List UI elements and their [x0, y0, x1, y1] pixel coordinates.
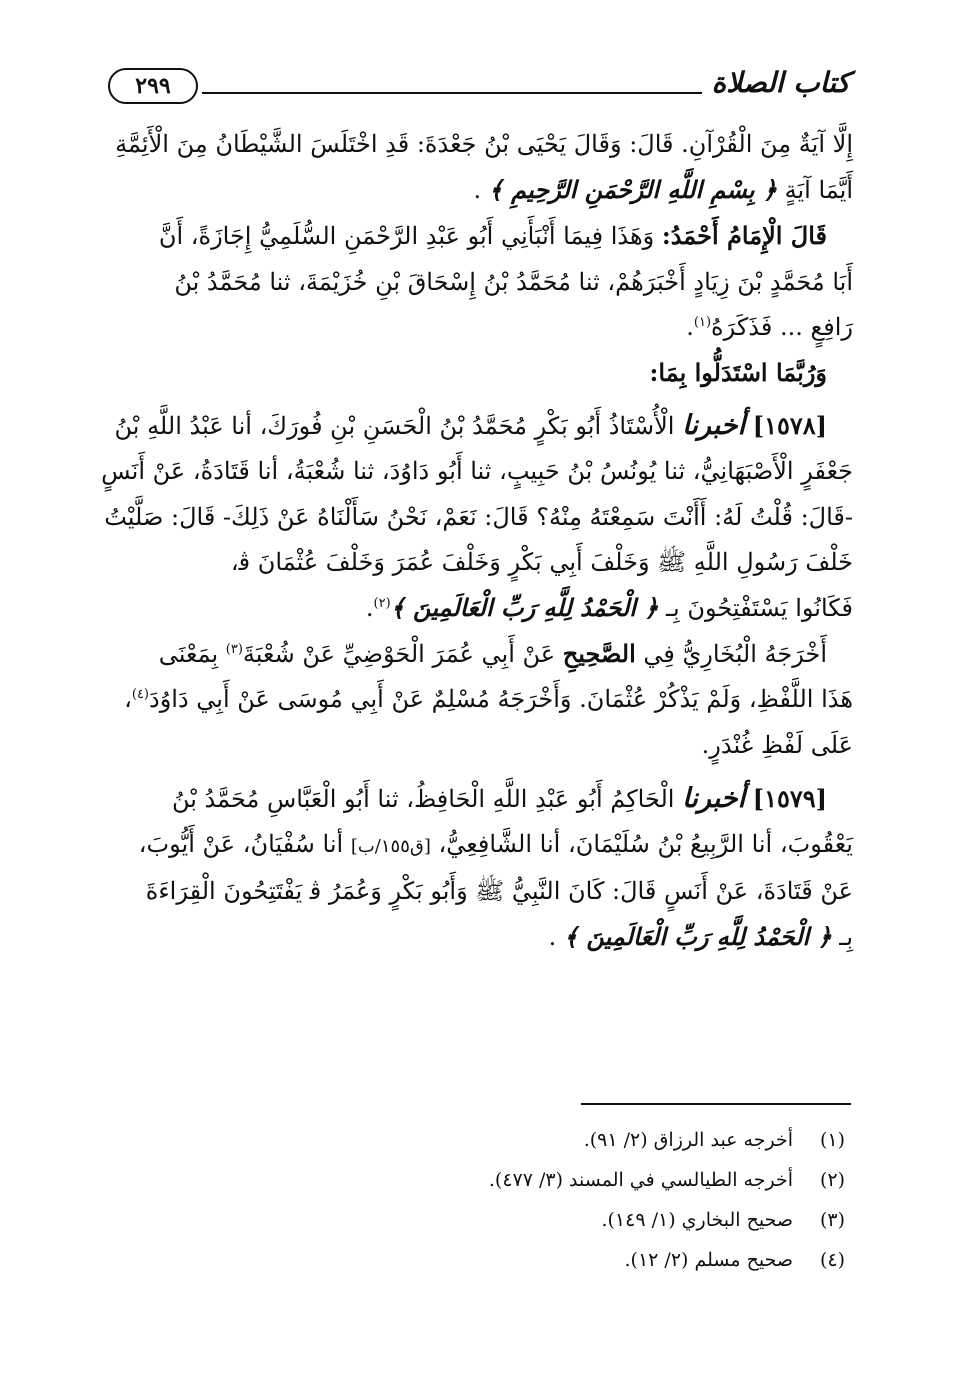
footnote-text: أخرجه الطيالسي في المسند (٣/ ٤٧٧). — [488, 1169, 793, 1191]
manuscript-marker: [ق١٥٥/ب] — [350, 836, 431, 858]
footnote-ref: (٣) — [225, 642, 243, 658]
text-line: فَكَانُوا يَسْتَفْتِحُونَ بِـ ﴿ الْحَمْدُ لِلَّهِ رَبِّ الْعَالَمِينَ ﴾$^{(٢)}$. — [365, 593, 853, 623]
quran-quote: ﴿ بِسْمِ اللَّهِ الرَّحْمَنِ الرَّحِيمِ ﴾ — [488, 175, 777, 205]
footnote-ref: (٤) — [131, 687, 149, 703]
footnote-number: (١) — [819, 1129, 845, 1151]
text-line: رَافِعٍ ... فَذَكَرَهُ$^{(١)}$. — [686, 312, 853, 341]
hadith-number: [١٥٧٩] — [752, 783, 827, 813]
footnote-number: (٢) — [819, 1169, 845, 1191]
footnote-item — [145, 1160, 845, 1200]
footnote-ref: (١) — [693, 314, 712, 330]
quran-quote: ﴿ الْحَمْدُ لِلَّهِ رَبِّ الْعَالَمِينَ ﴾ — [390, 593, 659, 623]
akhbarana-word: أخبرنا — [682, 782, 746, 814]
author-remark: قَالَ الْإِمَامُ أَحْمَدُ: — [661, 221, 827, 251]
page-number-badge — [108, 68, 198, 104]
text-line: أَيَّمَا آيَةٍ ﴿ بِسْمِ اللَّهِ الرَّحْمَنِ الرَّحِيمِ ﴾ . — [473, 175, 853, 205]
footnote-item — [145, 1120, 845, 1160]
footnotes — [145, 1120, 845, 1280]
akhbarana-word: أخبرنا — [682, 410, 746, 442]
footnote-number: (٣) — [819, 1209, 845, 1231]
text-line: عَلَى لَفْظِ غُنْدَرٍ. — [701, 730, 853, 759]
text-line: أَخْرَجَهُ الْبُخَارِيُّ فِي الصَّحِيحِ عَنْ أَبِي عُمَرَ الْحَوْضِيِّ عَنْ شُعْبَةَ$^{(٣)}$ بِمَعْنَى — [158, 639, 827, 669]
text-line: إِلَّا آيَةٌ مِنَ الْقُرْآنِ. قَالَ: وَقَالَ يَحْيَى بْنُ جَعْدَةَ: قَدِ اخْتَلَسَ الشَّيْطَانُ مِنَ الْأَئِمَّةِ — [115, 130, 853, 158]
running-title: كتاب الصلاة — [711, 66, 850, 99]
hadith-1579: [١٥٧٩] أخبرنا الْحَاكِمُ أَبُو عَبْدِ اللَّهِ الْحَافِظُ، ثنا أَبُو الْعَبَّاسِ مُحَمَّدُ بْنُ — [171, 782, 827, 814]
text-line: جَعْفَرٍ الْأَصْبَهَانِيُّ، ثنا يُونُسُ بْنُ حَبِيبٍ، ثنا أَبُو دَاوُدَ، ثنا شُعْبَةُ، أنا قَتَادَةُ، عَنْ أَنَسٍ — [101, 457, 853, 486]
text-line: بِـ ﴿ الْحَمْدُ لِلَّهِ رَبِّ الْعَالَمِينَ ﴾ . — [548, 922, 853, 952]
quran-quote: ﴿ الْحَمْدُ لِلَّهِ رَبِّ الْعَالَمِينَ ﴾ — [563, 922, 832, 952]
hadith-number: [١٥٧٨] — [752, 411, 827, 441]
text-line: قَالَ الْإِمَامُ أَحْمَدُ: وَهَذَا فِيمَا أَنْبَأَنِي أَبُو عَبْدِ الرَّحْمَنِ السُّلَمِيُّ إِجَازَةً، أَنَّ — [158, 221, 827, 251]
footnote-item — [145, 1240, 845, 1280]
text-line: -قَالَ: قُلْتُ لَهُ: أَأَنْتَ سَمِعْتَهُ مِنْهُ؟ قَالَ: نَعَمْ، نَحْنُ سَأَلْنَاهُ عَنْ ذَلِكَ- قَالَ: صَلَّيْتُ — [104, 502, 853, 531]
header-rule — [202, 92, 702, 94]
hadith-1578: [١٥٧٨] أخبرنا الْأُسْتَاذُ أَبُو بَكْرٍ مُحَمَّدُ بْنُ الْحَسَنِ بْنِ فُورَكَ، أنا عَبْدُ اللَّهِ بْنُ — [114, 410, 827, 442]
text-line: أَبَا مُحَمَّدٍ بْنَ زِيَادٍ أَخْبَرَهُمْ، ثنا مُحَمَّدُ بْنُ إِسْحَاقَ بْنِ خُزَيْمَةَ، ثنا مُحَمَّدُ بْنُ — [174, 267, 853, 296]
footnote-item — [145, 1200, 845, 1240]
footnote-number: (٤) — [819, 1249, 845, 1271]
text-line: عَنْ قَتَادَةَ، عَنْ أَنَسٍ قَالَ: كَانَ النَّبِيُّ ﷺ وَأَبُو بَكْرٍ وَعُمَرُ ﭬ يَفْتَتِحُونَ الْقِرَاءَةَ — [145, 877, 853, 906]
book-title: الصَّحِيحِ — [562, 639, 636, 669]
footnote-text: أخرجه عبد الرزاق (٢/ ٩١). — [583, 1129, 793, 1151]
text-line: هَذَا اللَّفْظِ، وَلَمْ يَذْكُرْ عُثْمَانَ. وَأَخْرَجَهُ مُسْلِمٌ عَنْ أَبِي مُوسَى عَنْ أَبِي دَاوُدَ$^{(٤)}$، — [124, 685, 853, 714]
footnote-text: صحيح البخاري (١/ ١٤٩). — [601, 1209, 793, 1231]
page-header — [108, 62, 850, 112]
text-line: خَلْفَ رَسُولِ اللَّهِ ﷺ وَخَلْفَ أَبِي بَكْرٍ وَخَلْفَ عُمَرَ وَخَلْفَ عُثْمَانَ ﭬ، — [230, 547, 853, 576]
page-number: ٢٩٩ — [135, 73, 171, 99]
body-text — [101, 122, 853, 961]
text-line: يَعْقُوبَ، أنا الرَّبِيعُ بْنُ سُلَيْمَانَ، أنا الشَّافِعِيُّ، [ق١٥٥/ب] أنا سُفْيَانُ، عَنْ أَيُّوبَ، — [138, 830, 853, 859]
footnote-text: صحيح مسلم (٢/ ١٢). — [624, 1249, 793, 1271]
footnote-rule — [581, 1103, 851, 1105]
text-line: وَرُبَّمَا اسْتَدَلُّوا بِمَا: — [649, 358, 827, 388]
footnote-ref: (٢) — [373, 596, 391, 612]
